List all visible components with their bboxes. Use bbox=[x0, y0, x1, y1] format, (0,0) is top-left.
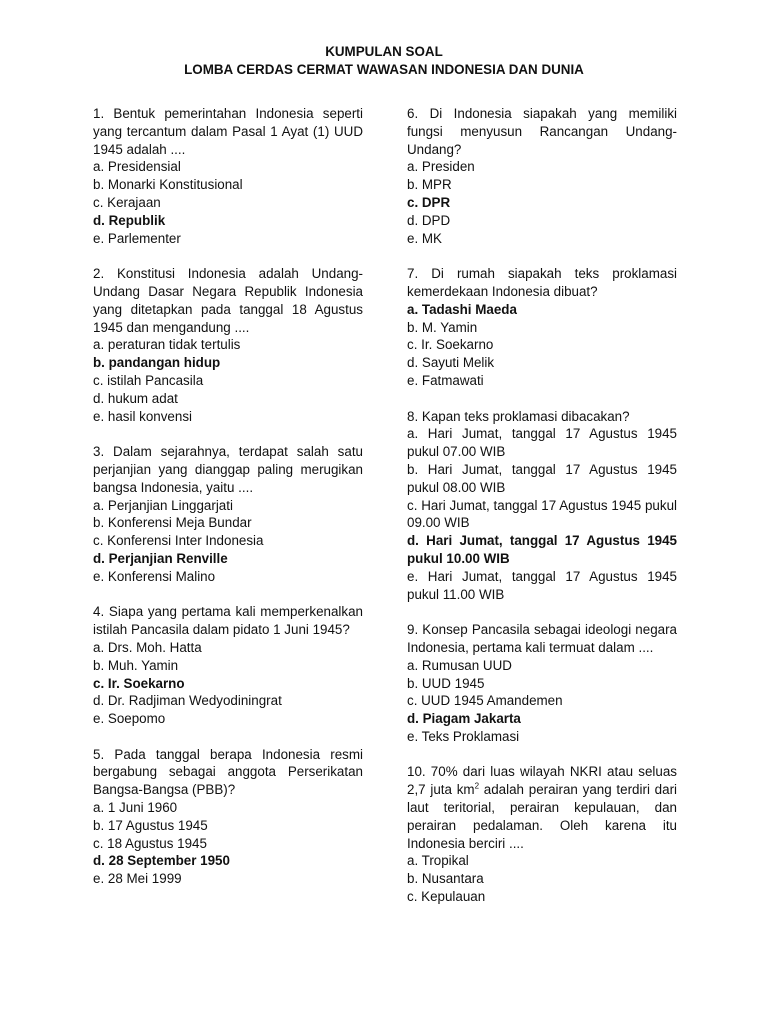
option-a: a. Rumusan UUD bbox=[407, 657, 512, 673]
option-b: b. MPR bbox=[407, 177, 452, 193]
option-c: c. UUD 1945 Amandemen bbox=[407, 693, 563, 709]
option-c-correct: c. DPR bbox=[407, 194, 451, 210]
question-4 bbox=[93, 603, 363, 728]
option-d: d. DPD bbox=[407, 212, 451, 228]
question-stem: 9. Konsep Pancasila sebagai ideologi negara Indonesia, pertama kali termuat dalam .... bbox=[407, 622, 677, 655]
option-b: b. Hari Jumat, tanggal 17 Agustus 1945 pukul 08.00 WIB bbox=[407, 461, 677, 495]
question-stem bbox=[407, 763, 677, 852]
document-subtitle: LOMBA CERDAS CERMAT WAWASAN INDONESIA DAN DUNIA bbox=[184, 62, 584, 77]
option-c: c. Kepulauan bbox=[407, 889, 486, 905]
option-a: a. Perjanjian Linggarjati bbox=[93, 497, 233, 513]
option-b: b. 17 Agustus 1945 bbox=[93, 817, 208, 833]
question-1 bbox=[93, 105, 363, 247]
question-stem: 6. Di Indonesia siapakah yang memiliki fungsi menyusun Rancangan Undang-Undang? bbox=[407, 106, 677, 157]
option-d-correct: d. Republik bbox=[93, 212, 166, 228]
question-stem: 8. Kapan teks proklamasi dibacakan? bbox=[407, 408, 630, 424]
option-d-correct: d. Hari Jumat, tanggal 17 Agustus 1945 pukul 10.00 WIB bbox=[407, 533, 677, 566]
option-b: b. Muh. Yamin bbox=[93, 657, 179, 673]
option-a: a. Tropikal bbox=[407, 853, 469, 869]
option-a: a. Hari Jumat, tanggal 17 Agustus 1945 pukul 07.00 WIB bbox=[407, 426, 677, 460]
question-stem: 4. Siapa yang pertama kali memperkenalkan istilah Pancasila dalam pidato 1 Juni 1945? bbox=[93, 604, 363, 638]
option-e: e. MK bbox=[407, 230, 442, 246]
question-7 bbox=[407, 265, 677, 390]
option-c: c. 18 Agustus 1945 bbox=[93, 835, 207, 851]
option-d-correct: d. 28 September 1950 bbox=[93, 853, 230, 869]
stem-text-2: adalah perairan yang terdiri dari laut teritorial, perairan kepulauan, dan perairan pedalaman. Oleh karena itu Indonesia berciri .... bbox=[407, 782, 678, 851]
option-a: a. Presidensial bbox=[93, 159, 181, 175]
question-2 bbox=[93, 265, 363, 425]
option-d: d. Sayuti Melik bbox=[407, 355, 495, 371]
option-e: e. Teks Proklamasi bbox=[407, 728, 520, 744]
option-b: b. M. Yamin bbox=[407, 319, 478, 335]
option-d: d. Dr. Radjiman Wedyodiningrat bbox=[93, 693, 282, 709]
option-c: c. istilah Pancasila bbox=[93, 372, 204, 388]
option-b-correct: b. pandangan hidup bbox=[93, 355, 221, 371]
question-stem: 5. Pada tanggal berapa Indonesia resmi bergabung sebagai anggota Perserikatan Bangsa-Bangsa (PBB)? bbox=[93, 746, 363, 798]
question-stem: 3. Dalam sejarahnya, terdapat salah satu perjanjian yang dianggap paling merugikan bangsa Indonesia, yaitu .... bbox=[93, 444, 363, 495]
right-column bbox=[407, 105, 677, 924]
question-stem: 7. Di rumah siapakah teks proklamasi kemerdekaan Indonesia dibuat? bbox=[407, 266, 677, 299]
option-e: e. Fatmawati bbox=[407, 372, 484, 388]
stem-text-1: 10. 70% dari luas wilayah NKRI atau seluas 2,7 juta km bbox=[407, 764, 677, 798]
option-a: a. peraturan tidak tertulis bbox=[93, 337, 241, 353]
option-e: e. Soepomo bbox=[93, 711, 166, 727]
question-stem: 1. Bentuk pemerintahan Indonesia seperti yang tercantum dalam Pasal 1 Ayat (1) UUD 1945 adalah .... bbox=[93, 106, 363, 157]
option-c: c. Hari Jumat, tanggal 17 Agustus 1945 pukul 09.00 WIB bbox=[407, 497, 677, 531]
document-header bbox=[0, 43, 768, 79]
option-d-correct: d. Piagam Jakarta bbox=[407, 711, 521, 727]
option-b: b. Monarki Konstitusional bbox=[93, 177, 243, 193]
option-e: e. Hari Jumat, tanggal 17 Agustus 1945 pukul 11.00 WIB bbox=[407, 568, 677, 602]
question-8 bbox=[407, 408, 677, 604]
option-e: e. 28 Mei 1999 bbox=[93, 871, 182, 887]
option-d: d. hukum adat bbox=[93, 390, 178, 406]
question-3 bbox=[93, 443, 363, 585]
option-c: c. Ir. Soekarno bbox=[407, 337, 494, 353]
document-title: KUMPULAN SOAL bbox=[325, 44, 443, 59]
option-e: e. Konferensi Malino bbox=[93, 568, 216, 584]
option-d-correct: d. Perjanjian Renville bbox=[93, 550, 228, 566]
left-column bbox=[93, 105, 363, 906]
option-c-correct: c. Ir. Soekarno bbox=[93, 675, 185, 691]
question-6 bbox=[407, 105, 677, 247]
question-10 bbox=[407, 763, 677, 905]
question-stem: 2. Konstitusi Indonesia adalah Undang-Undang Dasar Negara Republik Indonesia yang ditetapkan pada tanggal 18 Agustus 1945 dan mengandung .... bbox=[93, 266, 363, 335]
question-9 bbox=[407, 621, 677, 746]
option-b: b. UUD 1945 bbox=[407, 675, 485, 691]
option-a: a. 1 Juni 1960 bbox=[93, 800, 178, 816]
option-b: b. Nusantara bbox=[407, 871, 484, 887]
option-e: e. hasil konvensi bbox=[93, 408, 192, 424]
option-b: b. Konferensi Meja Bundar bbox=[93, 515, 252, 531]
option-e: e. Parlementer bbox=[93, 230, 181, 246]
superscript-2: 2 bbox=[474, 781, 480, 791]
option-a: a. Drs. Moh. Hatta bbox=[93, 639, 202, 655]
option-a: a. Presiden bbox=[407, 159, 475, 175]
option-c: c. Konferensi Inter Indonesia bbox=[93, 533, 264, 549]
question-5 bbox=[93, 746, 363, 888]
option-c: c. Kerajaan bbox=[93, 194, 161, 210]
option-a-correct: a. Tadashi Maeda bbox=[407, 301, 517, 317]
